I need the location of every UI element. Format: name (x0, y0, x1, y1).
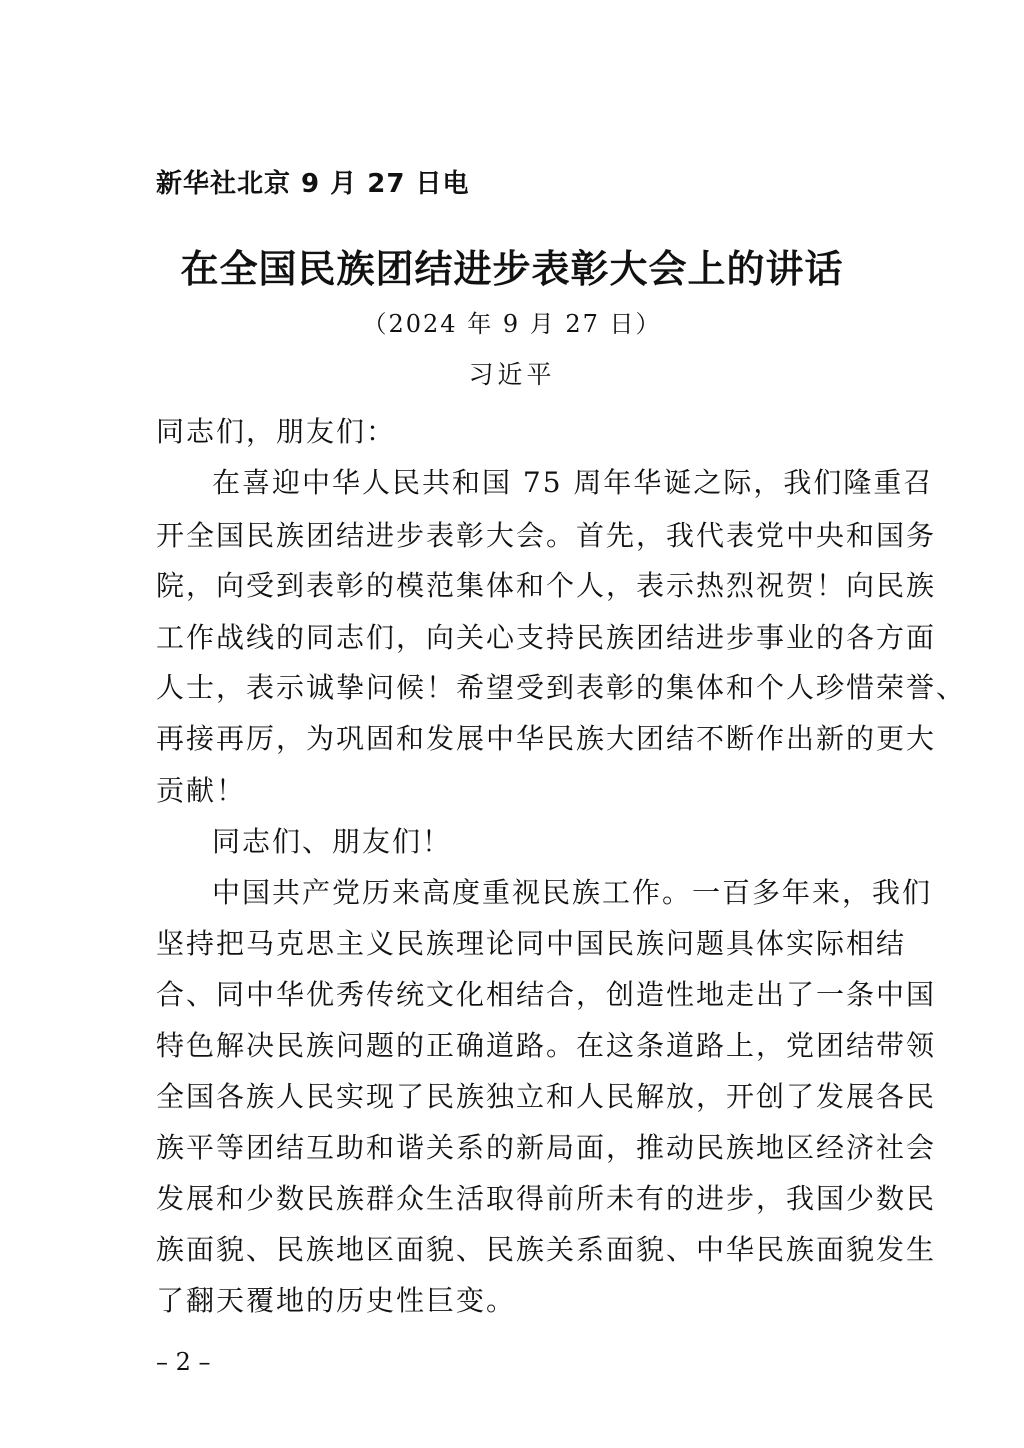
paragraph-line: 族平等团结互助和谐关系的新局面，推动民族地区经济社会 (156, 1131, 937, 1164)
paragraph-line: 全国各族人民实现了民族独立和人民解放，开创了发展各民 (156, 1080, 937, 1113)
paragraph-line: 人士，表示诚挚问候！希望受到表彰的集体和个人珍惜荣誉、 (156, 671, 967, 704)
paragraph-line: 合、同中华优秀传统文化相结合，创造性地走出了一条中国 (156, 978, 937, 1011)
paragraph-line: 特色解决民族问题的正确道路。在这条道路上，党团结带领 (156, 1029, 937, 1062)
paragraph-line: 在喜迎中华人民共和国 75 周年华诞之际，我们隆重召 (212, 466, 934, 499)
paragraph-line: 族面貌、民族地区面貌、民族关系面貌、中华民族面貌发生 (156, 1233, 937, 1266)
salutation: 同志们，朋友们： (156, 415, 397, 448)
paragraph-line: 了翻天覆地的历史性巨变。 (156, 1284, 517, 1317)
news-dateline: 新华社北京 9 月 27 日电 (156, 169, 470, 199)
paragraph-line: 再接再厉，为巩固和发展中华民族大团结不断作出新的更大 (156, 722, 937, 755)
paragraph-line: 发展和少数民族群众生活取得前所未有的进步，我国少数民 (156, 1182, 937, 1215)
speech-title: 在全国民族团结进步表彰大会上的讲话 (180, 247, 844, 291)
paragraph-line: 开全国民族团结进步表彰大会。首先，我代表党中央和国务 (156, 519, 937, 552)
page-number: – 2 – (156, 1348, 211, 1376)
paragraph-line: 中国共产党历来高度重视民族工作。一百多年来，我们 (212, 876, 933, 909)
paragraph-line: 坚持把马克思主义民族理论同中国民族问题具体实际相结 (156, 927, 907, 960)
paragraph-line: 院，向受到表彰的模范集体和个人，表示热烈祝贺！向民族 (156, 569, 937, 602)
paragraph-line: 工作战线的同志们，向关心支持民族团结进步事业的各方面 (156, 621, 937, 654)
salutation-line: 同志们、朋友们！ (212, 825, 453, 858)
paragraph-line: 贡献！ (156, 774, 247, 807)
speech-date: （2024 年 9 月 27 日） (362, 310, 662, 338)
speech-author: 习近平 (468, 360, 556, 389)
